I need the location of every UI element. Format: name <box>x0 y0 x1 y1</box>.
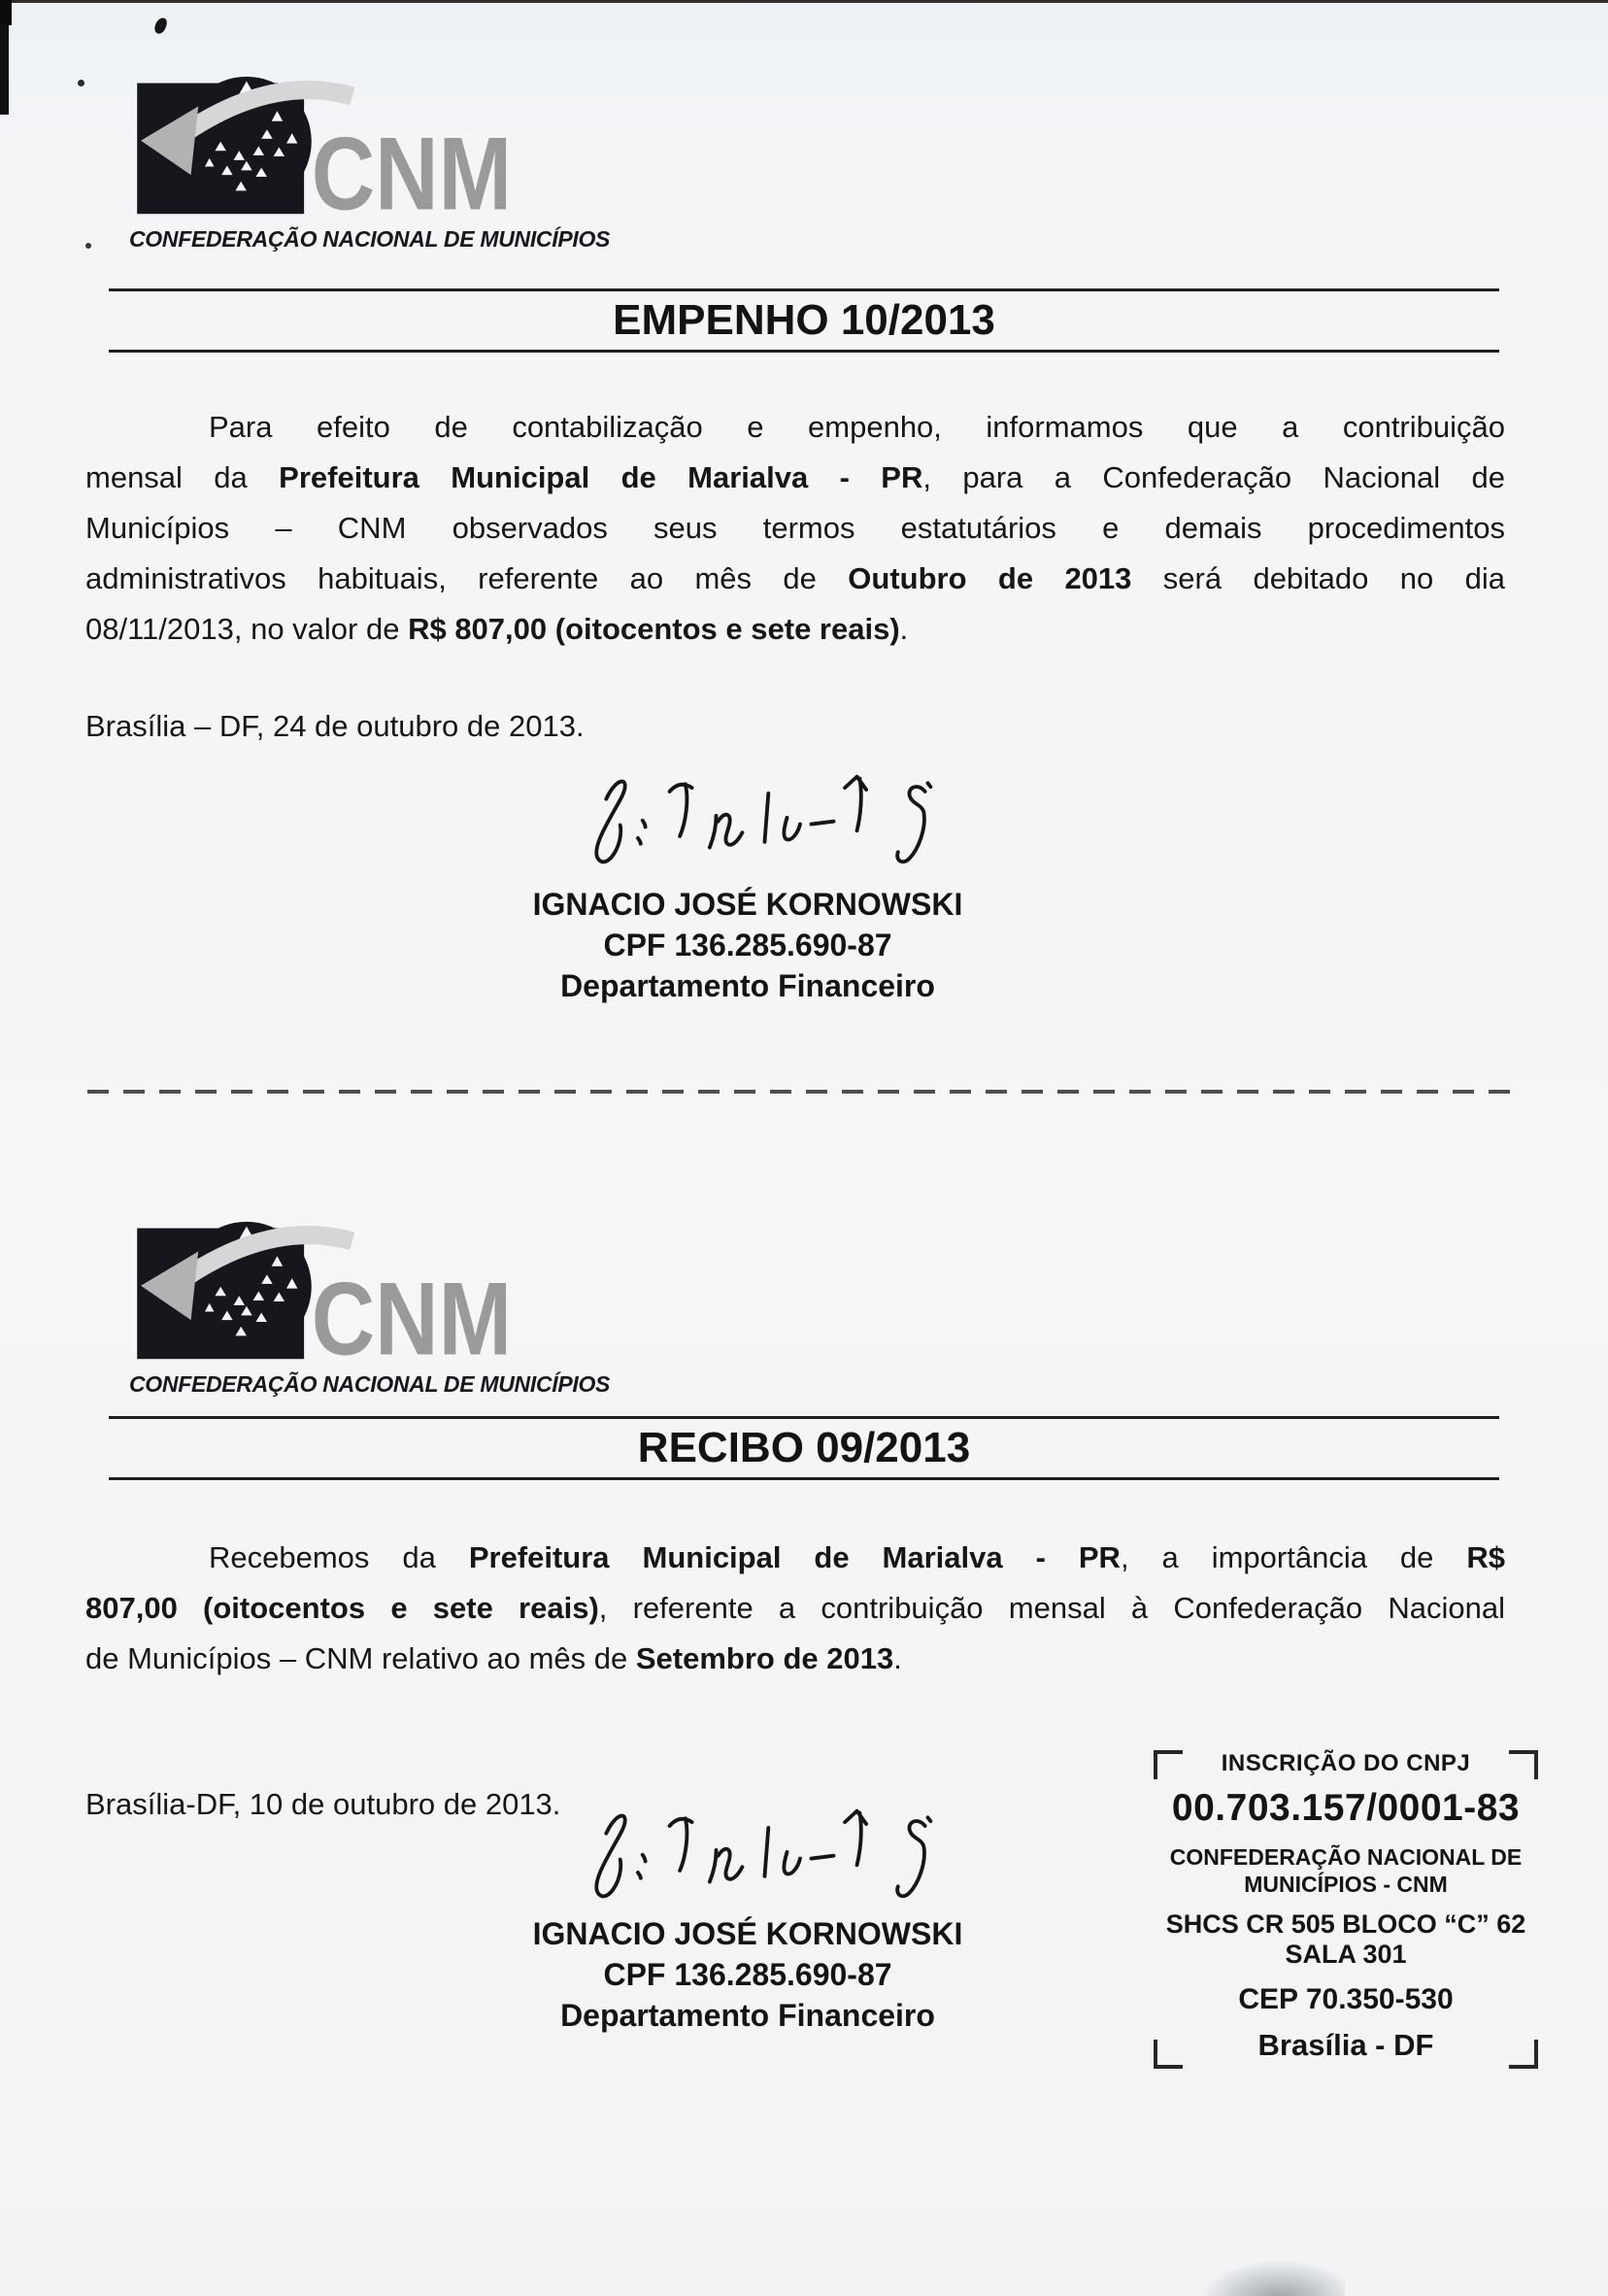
signer-cpf: CPF 136.285.690-87 <box>603 928 892 962</box>
cnpj-org-line1: CONFEDERAÇÃO NACIONAL DE <box>1169 1844 1523 1870</box>
cnm-logo-block-recibo <box>129 1199 611 1398</box>
cnpj-registration-box <box>1152 1744 1540 2071</box>
paragraph-line <box>85 1583 1505 1634</box>
bold-text: Prefeitura Municipal de Marialva - PR <box>279 460 923 494</box>
cnpj-org-name <box>1152 1843 1540 1898</box>
cnpj-label: INSCRIÇÃO DO CNPJ <box>1221 1750 1471 1776</box>
scan-speck <box>85 243 91 249</box>
body-text: , para a Confederação Nacional de <box>922 460 1505 494</box>
body-text: Para efeito de contabilização e empenho, informamos que a contribuição <box>209 410 1505 444</box>
body-text: Recebemos da <box>209 1540 469 1574</box>
paragraph-line <box>85 402 1505 453</box>
crop-corner-icon <box>1154 2040 1183 2069</box>
logo-caption: CONFEDERAÇÃO NACIONAL DE MUNICÍPIOS <box>129 226 611 252</box>
cnpj-city: Brasília - DF <box>1257 2028 1434 2062</box>
body-text: de Municípios – CNM relativo ao mês de <box>85 1641 636 1675</box>
cnpj-address-line1: SHCS CR 505 BLOCO “C” 62 <box>1165 1909 1526 1939</box>
scan-edge-artifact <box>0 0 1608 3</box>
scan-speck <box>153 17 169 36</box>
recibo-title: RECIBO 09/2013 <box>109 1416 1499 1480</box>
bold-text: Prefeitura Municipal de Marialva - PR <box>468 1540 1121 1574</box>
dashed-separator <box>87 1090 1513 1094</box>
body-text: . <box>899 612 909 646</box>
body-text: , referente a contribuição mensal à Confederação Nacional <box>598 1591 1505 1625</box>
cnm-logo-block-empenho <box>129 53 611 253</box>
paragraph-line <box>85 1533 1505 1583</box>
scan-speck <box>78 80 84 86</box>
signer-department: Departamento Financeiro <box>560 1998 935 2033</box>
logo-caption: CONFEDERAÇÃO NACIONAL DE MUNICÍPIOS <box>129 1371 611 1397</box>
crop-corner-icon <box>1154 1750 1183 1779</box>
body-text: 08/11/2013, no valor de <box>85 612 409 646</box>
scan-corner-artifact <box>0 0 12 25</box>
paragraph-line <box>85 453 1505 503</box>
paragraph-line <box>85 604 1505 655</box>
paragraph-line <box>85 554 1505 604</box>
paragraph-line <box>85 503 1505 554</box>
signature-scrawl <box>524 1802 981 1918</box>
signature-scrawl <box>524 767 981 884</box>
bold-text: R$ 807,00 (oitocentos e sete reais) <box>408 612 900 646</box>
body-text: . <box>893 1641 902 1675</box>
bold-text: R$ <box>1466 1540 1506 1574</box>
bold-text: Setembro de 2013 <box>635 1641 894 1675</box>
signer-name: IGNACIO JOSÉ KORNOWSKI <box>532 887 963 922</box>
bold-text: 807,00 (oitocentos e sete reais) <box>85 1591 599 1625</box>
cnpj-org-line2: MUNICÍPIOS - CNM <box>1244 1872 1448 1897</box>
cnpj-cep: CEP 70.350-530 <box>1238 1983 1454 2015</box>
recibo-signature-block <box>408 1913 1088 2036</box>
bold-text: Outubro de 2013 <box>848 561 1132 595</box>
cnpj-address-line2: SALA 301 <box>1285 1940 1407 1969</box>
body-text: mensal da <box>85 460 280 494</box>
body-text: , a importância de <box>1120 1540 1467 1574</box>
empenho-dateline: Brasília – DF, 24 de outubro de 2013. <box>85 709 585 743</box>
empenho-title: EMPENHO 10/2013 <box>109 288 1499 353</box>
recibo-dateline: Brasília-DF, 10 de outubro de 2013. <box>85 1787 561 1821</box>
paragraph-line <box>85 1634 1505 1684</box>
signer-name: IGNACIO JOSÉ KORNOWSKI <box>532 1916 963 1951</box>
empenho-signature-block <box>408 884 1088 1006</box>
scan-edge-artifact <box>0 23 9 115</box>
body-text: será debitado no dia <box>1131 561 1505 595</box>
logo-brand-text: CNM <box>311 115 513 219</box>
signer-cpf: CPF 136.285.690-87 <box>603 1957 892 1992</box>
body-text: Municípios – CNM observados seus termos estatutários e demais procedimentos <box>85 511 1505 545</box>
recibo-paragraph <box>85 1533 1505 1684</box>
crop-corner-icon <box>1509 2040 1538 2069</box>
cnm-logo-icon <box>129 53 525 219</box>
signer-department: Departamento Financeiro <box>560 968 935 1003</box>
logo-brand-text: CNM <box>311 1260 513 1364</box>
empenho-paragraph <box>85 402 1505 655</box>
scan-smudge <box>1199 2259 1345 2296</box>
cnpj-number: 00.703.157/0001-83 <box>1171 1787 1521 1829</box>
cnm-logo-icon <box>129 1199 525 1364</box>
body-text: administrativos habituais, referente ao mês de <box>85 561 849 595</box>
crop-corner-icon <box>1509 1750 1538 1779</box>
